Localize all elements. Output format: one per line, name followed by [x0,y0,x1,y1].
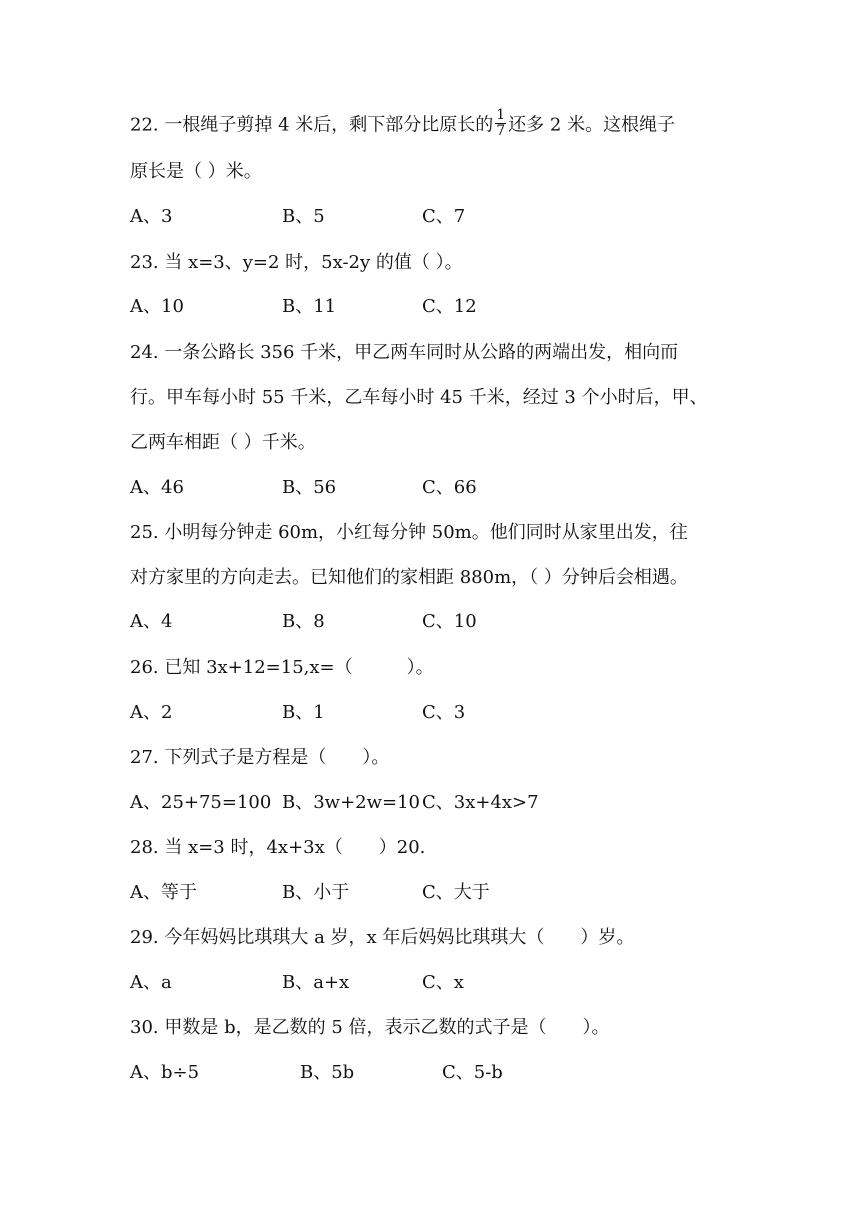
question-29-option-a[interactable]: A、a [130,972,172,993]
question-22-line-1 [130,107,676,141]
question-24-line-2: 行。甲车每小时 55 千米，乙车每小时 45 千米，经过 3 个小时后，甲、 [130,387,708,408]
question-23-option-c[interactable]: C、12 [422,296,477,317]
question-28-text: 28. 当 x=3 时，4x+3x（ ）20. [130,837,426,858]
question-22-option-c[interactable]: C、7 [422,206,466,227]
question-24-option-c[interactable]: C、66 [422,477,477,498]
question-22-option-b[interactable]: B、5 [282,206,325,227]
question-22-option-a[interactable]: A、3 [130,206,173,227]
question-30-option-b[interactable]: B、5b [300,1062,355,1083]
question-27-text: 27. 下列式子是方程是（ ）。 [130,747,390,768]
question-24-line-1: 24. 一条公路长 356 千米，甲乙两车同时从公路的两端出发，相向而 [130,342,679,363]
question-25-option-a[interactable]: A、4 [130,611,173,632]
question-23-option-a[interactable]: A、10 [130,296,184,317]
question-26-option-a[interactable]: A、2 [130,702,173,723]
question-29-text: 29. 今年妈妈比琪琪大 a 岁，x 年后妈妈比琪琪大（ ）岁。 [130,927,635,948]
question-28-option-a[interactable]: A、等于 [130,882,197,903]
question-30-option-a[interactable]: A、b÷5 [130,1062,200,1083]
question-27-option-a[interactable]: A、25+75=100 [130,792,272,813]
question-25-line-1: 25. 小明每分钟走 60m，小红每分钟 50m。他们同时从家里出发，往 [130,522,688,543]
question-29-option-b[interactable]: B、a+x [282,972,350,993]
fraction-denominator: 7 [496,123,506,139]
question-22-line-2: 原长是（ ）米。 [130,161,262,182]
question-30-text: 30. 甲数是 b，是乙数的 5 倍，表示乙数的式子是（ ）。 [130,1017,610,1038]
question-24-option-b[interactable]: B、56 [282,477,337,498]
question-27-option-b[interactable]: B、3w+2w=10 [282,792,421,813]
question-25-line-2: 对方家里的方向走去。已知他们的家相距 880m，（ ）分钟后会相遇。 [130,567,688,588]
question-22-tail: 还多 2 米。这根绳子 [508,114,676,136]
question-23-option-b[interactable]: B、11 [282,296,337,317]
fraction-one-seventh [495,108,506,139]
question-26-option-b[interactable]: B、1 [282,702,325,723]
fraction-numerator: 1 [496,107,506,123]
question-25-option-b[interactable]: B、8 [282,611,325,632]
question-27-option-c[interactable]: C、3x+4x>7 [422,792,539,813]
question-28-option-b[interactable]: B、小于 [282,882,350,903]
question-26-text: 26. 已知 3x+12=15,x=（ ）。 [130,657,434,678]
question-28-option-c[interactable]: C、大于 [422,882,490,903]
question-22-text: 22. 一根绳子剪掉 4 米后，剩下部分比原长的 [130,114,494,136]
question-30-option-c[interactable]: C、5-b [442,1062,503,1083]
question-26-option-c[interactable]: C、3 [422,702,466,723]
question-23-text: 23. 当 x=3、y=2 时，5x-2y 的值（ ）。 [130,252,463,273]
question-25-option-c[interactable]: C、10 [422,611,477,632]
question-29-option-c[interactable]: C、x [422,972,464,993]
question-24-option-a[interactable]: A、46 [130,477,184,498]
question-24-line-3: 乙两车相距（ ）千米。 [130,432,316,453]
